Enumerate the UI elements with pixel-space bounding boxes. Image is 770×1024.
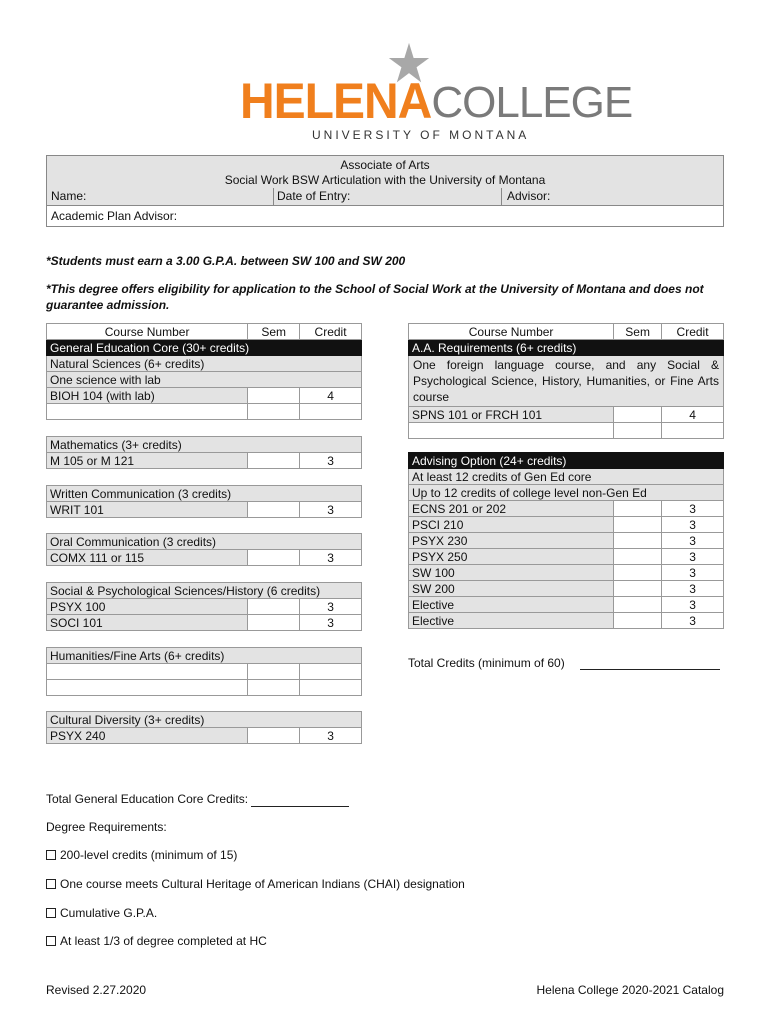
total-credits-text: Total Credits (minimum of 60) — [408, 656, 565, 670]
logo-subtitle: UNIVERSITY OF MONTANA — [312, 128, 530, 142]
col-course-number: Course Number — [47, 324, 248, 340]
math-heading: Mathematics (3+ credits) — [47, 437, 362, 453]
academic-plan-advisor-label: Academic Plan Advisor: — [51, 209, 178, 223]
credit-cell: 4 — [300, 388, 362, 404]
advisor-label: Advisor: — [507, 189, 551, 203]
table-row-course: SPNS 101 or FRCH 101 — [409, 407, 614, 423]
program-title: Associate of Arts — [340, 158, 430, 172]
req-chai — [46, 877, 465, 891]
sem-cell[interactable] — [248, 502, 300, 518]
sem-cell[interactable] — [248, 550, 300, 566]
table-row-course: Elective — [409, 613, 614, 629]
sem-cell[interactable] — [614, 501, 662, 517]
sem-cell[interactable] — [614, 517, 662, 533]
catalog-label: Helena College 2020-2021 Catalog — [536, 983, 724, 997]
req-gpa — [46, 906, 157, 920]
col-credit: Credit — [300, 324, 362, 340]
credit-cell[interactable] — [662, 423, 724, 439]
logo-college: COLLEGE — [431, 78, 633, 127]
sem-cell[interactable] — [614, 613, 662, 629]
credit-cell: 3 — [662, 549, 724, 565]
blank-course-cell[interactable] — [409, 423, 614, 439]
oral-heading: Oral Communication (3 credits) — [47, 534, 362, 550]
math-table — [46, 436, 362, 469]
sem-cell[interactable] — [614, 565, 662, 581]
sem-cell[interactable] — [614, 581, 662, 597]
sem-cell[interactable] — [248, 680, 300, 696]
total-gen-ed-credits — [46, 792, 349, 807]
credit-cell: 3 — [300, 615, 362, 631]
name-label: Name: — [51, 189, 87, 203]
sem-cell[interactable] — [248, 453, 300, 469]
writing-heading: Written Communication (3 credits) — [47, 486, 362, 502]
sem-cell[interactable] — [614, 407, 662, 423]
table-row-course: PSYX 250 — [409, 549, 614, 565]
sem-cell[interactable] — [248, 728, 300, 744]
total-gen-ed-blank[interactable] — [251, 792, 349, 807]
credit-cell: 3 — [300, 550, 362, 566]
revised-date: Revised 2.27.2020 — [46, 983, 147, 997]
logo-helena: HELENA — [240, 73, 432, 130]
total-credits-label — [408, 656, 565, 670]
blank-course-cell[interactable] — [47, 404, 248, 420]
advising-option-table — [408, 452, 724, 629]
oral-table — [46, 533, 362, 566]
table-row-course: PSYX 230 — [409, 533, 614, 549]
total-gen-ed-label: Total General Education Core Credits: — [46, 792, 252, 806]
req-200-level-label: 200-level credits (minimum of 15) — [60, 848, 238, 862]
social-table — [46, 582, 362, 631]
gen-ed-core-heading: General Education Core (30+ credits) — [47, 340, 362, 356]
total-credits-blank[interactable] — [580, 669, 720, 670]
table-row-course: Elective — [409, 597, 614, 613]
credit-cell: 3 — [662, 565, 724, 581]
credit-cell: 3 — [300, 728, 362, 744]
credit-cell: 3 — [662, 501, 724, 517]
req-hc-label: At least 1/3 of degree completed at HC — [60, 934, 267, 948]
sem-cell[interactable] — [614, 597, 662, 613]
table-row-course: BIOH 104 (with lab) — [47, 388, 248, 404]
sem-cell[interactable] — [248, 388, 300, 404]
checkbox[interactable] — [46, 936, 56, 946]
humanities-table — [46, 647, 362, 696]
eligibility-note: *This degree offers eligibility for application to the School of Social Work at the University of Montana and does not guarantee admission. — [46, 282, 704, 312]
humanities-heading: Humanities/Fine Arts (6+ credits) — [47, 648, 362, 664]
table-row-course: PSYX 240 — [47, 728, 248, 744]
col-course-number: Course Number — [409, 324, 614, 340]
advising-option-heading: Advising Option (24+ credits) — [409, 453, 724, 469]
writing-table — [46, 485, 362, 518]
checkbox[interactable] — [46, 879, 56, 889]
req-hc — [46, 934, 267, 948]
gen-ed-table — [46, 323, 362, 420]
sem-cell[interactable] — [248, 599, 300, 615]
table-row-course: SOCI 101 — [47, 615, 248, 631]
diversity-table — [46, 711, 362, 744]
aa-requirements-description: One foreign language course, and any Social & Psychological Science, History, Humanities, or Fine Arts course — [409, 356, 724, 407]
program-subtitle: Social Work BSW Articulation with the University of Montana — [224, 173, 546, 187]
col-credit: Credit — [662, 324, 724, 340]
table-row-course: COMX 111 or 115 — [47, 550, 248, 566]
natural-sciences-heading: Natural Sciences (6+ credits) — [47, 356, 362, 372]
sem-cell[interactable] — [614, 549, 662, 565]
aa-requirements-table — [408, 323, 724, 439]
credit-cell[interactable] — [300, 664, 362, 680]
sem-cell[interactable] — [248, 664, 300, 680]
table-row-course: PSYX 100 — [47, 599, 248, 615]
blank-course-cell[interactable] — [47, 664, 248, 680]
table-row-course: M 105 or M 121 — [47, 453, 248, 469]
advising-option-sub: At least 12 credits of Gen Ed core — [409, 469, 724, 485]
table-row-course: ECNS 201 or 202 — [409, 501, 614, 517]
checkbox[interactable] — [46, 850, 56, 860]
credit-cell: 3 — [662, 597, 724, 613]
col-sem: Sem — [248, 324, 300, 340]
req-chai-label: One course meets Cultural Heritage of American Indians (CHAI) designation — [60, 877, 465, 891]
sem-cell[interactable] — [248, 404, 300, 420]
req-gpa-label: Cumulative G.P.A. — [60, 906, 158, 920]
credit-cell: 3 — [662, 613, 724, 629]
blank-course-cell[interactable] — [47, 680, 248, 696]
table-row-course: PSCI 210 — [409, 517, 614, 533]
table-row-course: WRIT 101 — [47, 502, 248, 518]
col-sem: Sem — [614, 324, 662, 340]
credit-cell[interactable] — [300, 680, 362, 696]
sem-cell[interactable] — [614, 423, 662, 439]
sem-cell[interactable] — [614, 533, 662, 549]
gpa-note: *Students must earn a 3.00 G.P.A. between SW 100 and SW 200 — [46, 254, 406, 268]
social-heading: Social & Psychological Sciences/History (6 credits) — [47, 583, 362, 599]
aa-requirements-heading: A.A. Requirements (6+ credits) — [409, 340, 724, 356]
helena-college-logo — [240, 42, 633, 142]
sem-cell[interactable] — [248, 615, 300, 631]
credit-cell: 4 — [662, 407, 724, 423]
req-200-level — [46, 848, 237, 862]
program-header-table — [46, 155, 724, 227]
advising-option-sub2: Up to 12 credits of college level non-Gen Ed — [409, 485, 724, 501]
credit-cell[interactable] — [300, 404, 362, 420]
credit-cell: 3 — [662, 581, 724, 597]
degree-requirements-title: Degree Requirements: — [46, 820, 167, 834]
table-row-course: SW 100 — [409, 565, 614, 581]
credit-cell: 3 — [300, 453, 362, 469]
date-of-entry-label: Date of Entry: — [277, 189, 351, 203]
credit-cell: 3 — [662, 533, 724, 549]
diversity-heading: Cultural Diversity (3+ credits) — [47, 712, 362, 728]
credit-cell: 3 — [300, 599, 362, 615]
credit-cell: 3 — [662, 517, 724, 533]
natural-sciences-sub: One science with lab — [47, 372, 362, 388]
table-row-course: SW 200 — [409, 581, 614, 597]
credit-cell: 3 — [300, 502, 362, 518]
checkbox[interactable] — [46, 908, 56, 918]
